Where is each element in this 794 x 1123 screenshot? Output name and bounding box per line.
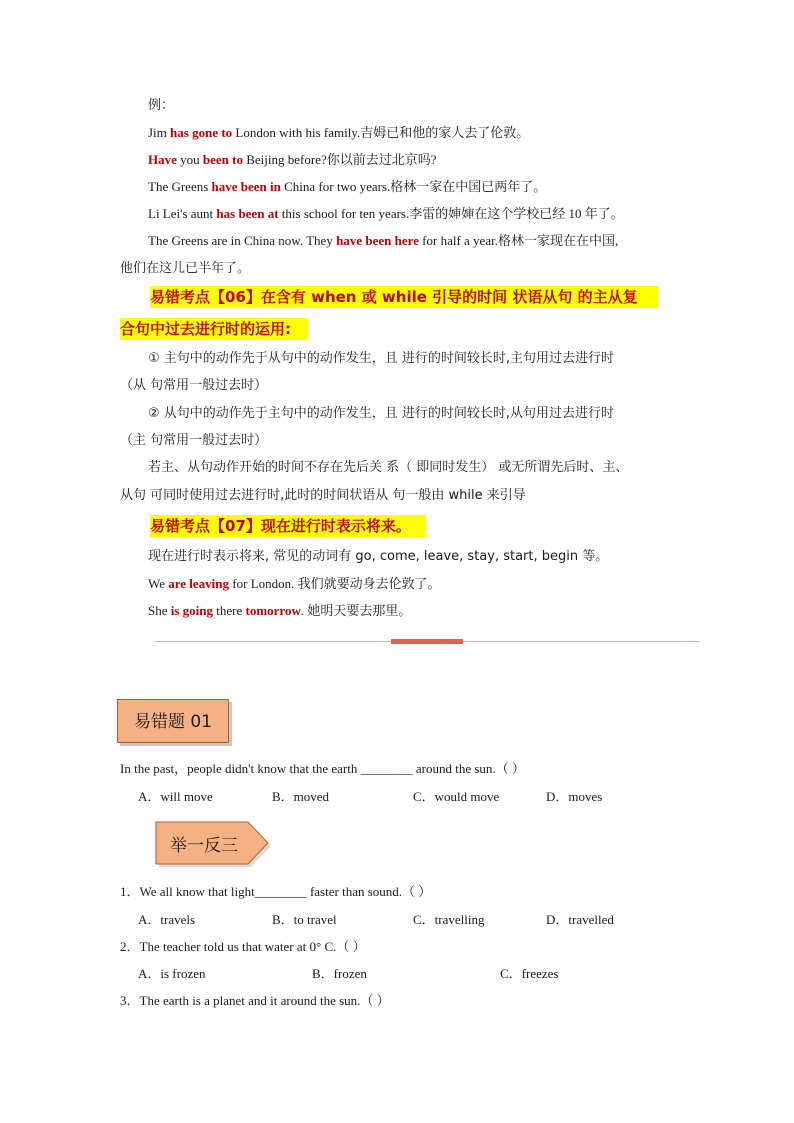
option-b[interactable]: B．moved [272, 789, 330, 804]
point06-heading-line1: 易错考点【06】在含有 when 或 while 引导的时间 状语从句 的主从复 [150, 288, 638, 306]
question-2-stem: 2．The teacher told us that water at 0° C.（ ） [120, 939, 366, 954]
point06-heading-line2: 合句中过去进行时的运用: [120, 320, 291, 338]
option-c[interactable]: C．freezes [500, 966, 559, 981]
point07-description: 现在进行时表示将来, 常见的动词有 go, come, leave, stay, start, begin 等。 [148, 549, 609, 564]
question-stem: In the past，people didn't know that the earth ________ around the sun.（ ） [120, 761, 525, 776]
point06-item-1-cont: （从 句常用一般过去时） [120, 378, 268, 393]
example-sentence-3: The Greens have been in China for two years.格林一家在中国已两年了。 [148, 179, 547, 194]
option-d[interactable]: D．travelled [546, 912, 614, 927]
sub-title-label: 举一反三 [170, 836, 238, 856]
option-a[interactable]: A．travels [138, 912, 196, 927]
option-b[interactable]: B．to travel [272, 912, 337, 927]
point07-example-2: She is going there tomorrow. 她明天要去那里。 [148, 603, 412, 618]
point06-item-1: ① 主句中的动作先于从句中的动作发生，且 进行的时间较长时,主句用过去进行时 [148, 351, 615, 366]
question-1-stem: 1．We all know that light________ faster than sound.（ ） [120, 884, 432, 899]
point06-item-2: ② 从句中的动作先于主句中的动作发生，且 进行的时间较长时,从句用过去进行时 [148, 406, 615, 421]
example-sentence-1: Jim has gone to London with his family.吉姆已和他的家人去了伦敦。 [148, 125, 530, 140]
example-sentence-4: Li Lei's aunt has been at this school for ten years.李雷的婶婶在这个学校已经 10 年了。 [148, 206, 624, 221]
section-title-box: 易错题 01 [117, 699, 229, 743]
sub-title-arrow-box [155, 821, 273, 871]
example-sentence-5-cont: 他们在这儿已半年了。 [120, 261, 251, 276]
point07-heading: 易错考点【07】现在进行时表示将来。 [150, 517, 411, 535]
question-3-stem: 3．The earth is a planet and it around the sun.（ ） [120, 993, 390, 1008]
option-c[interactable]: C．travelling [413, 912, 485, 927]
option-c[interactable]: C．would move [413, 789, 500, 804]
point06-paragraph-cont: 从句 可同时使用过去进行时,此时的时间状语从 句一般由 while 来引导 [120, 488, 526, 503]
example-label: 例： [148, 98, 175, 113]
example-sentence-2: Have you been to Beijing before?你以前去过北京吗? [148, 152, 437, 167]
example-sentence-5: The Greens are in China now. They have been here for half a year.格林一家现在在中国, [148, 233, 619, 248]
option-a[interactable]: A．will move [138, 789, 213, 804]
section-divider-mark [391, 639, 463, 644]
option-b[interactable]: B．frozen [312, 966, 367, 981]
option-a[interactable]: A．is frozen [138, 966, 206, 981]
option-d[interactable]: D．moves [546, 789, 603, 804]
point07-example-1: We are leaving for London. 我们就要动身去伦敦了。 [148, 576, 441, 591]
point06-item-2-cont: （主 句常用一般过去时） [120, 433, 268, 448]
point06-paragraph: 若主、从句动作开始的时间不存在先后关 系（ 即同时发生） 或无所谓先后时、主、 [148, 460, 629, 475]
